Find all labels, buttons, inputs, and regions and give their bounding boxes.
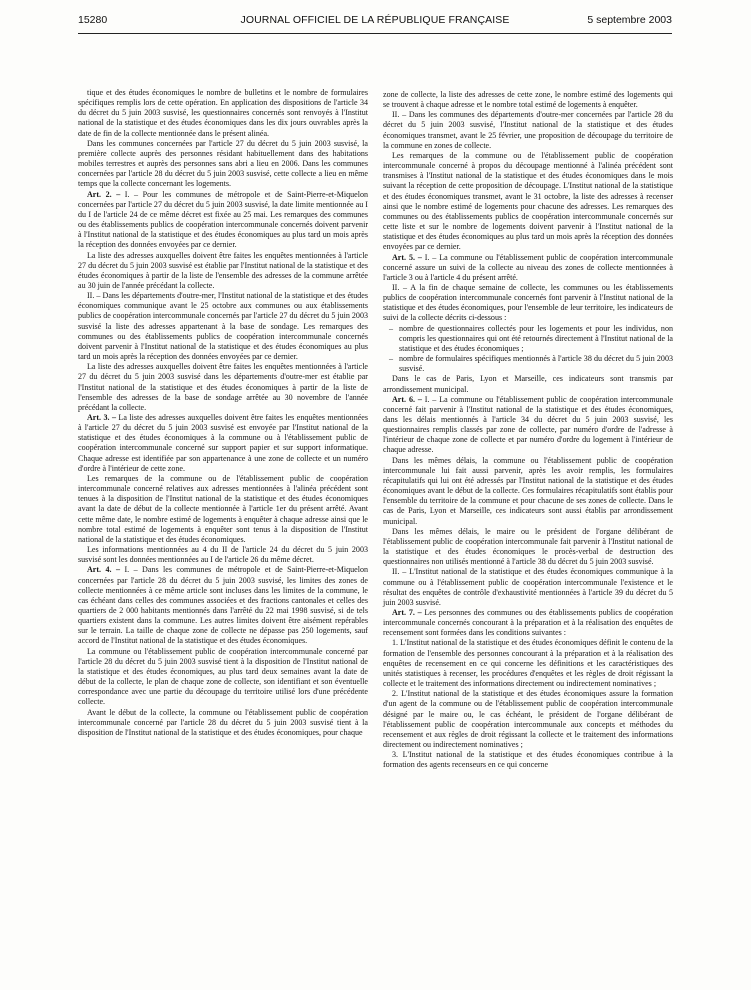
paragraph	[383, 750, 673, 770]
paragraph-text: Avant le début de la collecte, la commune ou l'établissement public de coopération intercommunale concerné par l'article 28 du décret du 5 juin 2003 susvisé tient à la disposition de l'Institut national de la statistique et des études économiques, pour chaque	[78, 707, 368, 737]
article-paragraph	[383, 395, 673, 456]
paragraph	[383, 90, 673, 110]
paragraph-text: La liste des adresses auxquelles doivent être faites les enquêtes mentionnées à l'article 27 du décret du 5 juin 2003 susvisé est envoyée par l'Institut national de la statistique et des études économiques à la commune ou à l'établissement public de coopération intercommunale concerné sur support papier et sur support informatique. Chaque adresse est identifiée par son appartenance à une zone de collecte et un numéro d'ordre à l'intérieur de cette zone.	[78, 413, 368, 473]
paragraph	[383, 151, 673, 253]
paragraph	[383, 456, 673, 527]
right-text-column	[383, 90, 673, 770]
paragraph-text: Les remarques de la commune ou de l'établissement public de coopération intercommunale concerné à propos du découpage mentionné à l'alinéa précédent sont transmises à l'Institut national de la statistique et des études économiques dans le mois suivant la réception de cette proposition de découpage. L'Institut national de la statistique et des études économiques transmet, avant le 31 octobre, la liste des adresses à recenser ainsi que le nombre estimé de logements pour chacune des adresses. Les remarques des communes ou des établissements publics de coopération intercommunale concernés sur cette liste et sur le nombre de logements doivent parvenir à l'Institut national de la statistique et des études économiques au plus tard un mois après la réception des données envoyées par ce dernier.	[383, 150, 673, 252]
paragraph-text: 2. L'Institut national de la statistique et des études économiques assure la formation d'un agent de la commune ou de l'établissement public de coopération intercommunale désigné par le maire ou, le cas échéant, le président de l'organe délibérant de l'établissement public de coopération intercommunale aux concepts et méthodes du recensement et aux règles de droit régissant la collecte et le traitement des informations directement ou indirectement nominatives ;	[383, 689, 673, 749]
paragraph-text: II. – Dans les communes des départements d'outre-mer concernées par l'article 28 du décret du 5 juin 2003 susvisé, l'Institut national de la statistique et des études économiques transmet, avant le 25 février, une proposition de découpage du territoire de la commune en zones de collecte.	[383, 110, 673, 150]
article-paragraph	[78, 565, 368, 646]
publication-date: 5 septembre 2003	[587, 14, 672, 26]
paragraph-text: II. – A la fin de chaque semaine de collecte, les communes ou les établissements publics de coopération intercommunale concernés font parvenir à l'Institut national de la statistique et des études économiques, pour l'ensemble de leur territoire, les indicateurs de suivi de la collecte décrits ci-dessous :	[383, 282, 673, 323]
article-paragraph	[78, 190, 368, 251]
publication-title: JOURNAL OFFICIEL DE LA RÉPUBLIQUE FRANÇAISE	[240, 14, 510, 26]
paragraph	[383, 689, 673, 750]
page-header	[78, 14, 672, 30]
left-text-column	[78, 88, 368, 738]
paragraph-text: Les remarques de la commune ou de l'établissement public de coopération intercommunale concerné relatives aux adresses mentionnées à l'alinéa précédent sont tenues à la disposition de l'Institut national de la statistique et des études économiques avant la date de début de la collecte mentionnée à l'article 1er du présent arrêté. Avant cette même date, le nombre estimé de logements à enquêter à chaque adresse ainsi que le nombre total estimé de logements à enquêter sont tenus à la disposition de l'Institut national de la statistique et des études économiques.	[78, 473, 368, 544]
paragraph-text: I. – Pour les communes de métropole et de Saint-Pierre-et-Miquelon concernées par l'article 27 du décret du 5 juin 2003 susvisé, la date limite mentionnée au I du I de l'article 24 de ce même décret est fixée au 25 mai. Les remarques des communes ou des établissements publics de coopération intercommunale concernés doivent parvenir à l'Institut national de la statistique et des études économiques au plus tard un mois après la réception des données envoyées par ce dernier.	[78, 189, 369, 250]
article-heading: Art. 2. –	[87, 189, 121, 199]
paragraph-text: Dans les mêmes délais, la commune ou l'établissement public de coopération intercommunale lui fait aussi parvenir, après les avoir remplis, les formulaires récapitulatifs qui lui ont été adressés par l'Institut national de la statistique et des études économiques avant le début de la collecte. Ces formulaires récapitulatifs sont établis pour l'ensemble du territoire de la commune et pour chacune de ses zones de collecte. Dans le cas de Paris, Lyon et Marseille, ces indicateurs sont aussi établis par arrondissement municipal.	[383, 455, 673, 526]
paragraph-text: I. – Dans les communes de métropole et de Saint-Pierre-et-Miquelon concernées par l'article 28 du décret du 5 juin 2003 susvisé, les limites des zones de collecte mentionnées à ce même article sont incluses dans les limites de la commune, le cas échéant dans celles des communes associées et des fractions cantonales et celles des quartiers de 2 000 habitants mentionnés dans l'arrêté du 22 mai 1998 susvisé, si de tels quartiers existent dans la commune. Les autres limites doivent être aisément repérables sur le terrain. La taille de chaque zone de collecte ne dépasse pas 250 logements, sauf accord de l'Institut national de la statistique et des études économiques.	[78, 565, 368, 646]
paragraph-text: La liste des adresses auxquelles doivent être faites les enquêtes mentionnées à l'article 27 du décret du 5 juin 2003 susvisé est établie par l'Institut national de la statistique et des études économiques à partir de la liste de l'ensemble des adresses de la commune arrêtée au 30 juin de l'année précédant la collecte.	[78, 250, 368, 290]
paragraph	[78, 647, 368, 708]
list-item: – nombre de questionnaires collectés pour les logements et pour les individus, non compris les questionnaires qui ont été retournés directement à l'Institut national de la statistique et des études économiques ;	[383, 324, 673, 354]
header-rule	[78, 33, 672, 34]
article-heading: Art. 3. –	[87, 413, 116, 422]
paragraph-text: La liste des adresses auxquelles doivent être faites les enquêtes mentionnées à l'article 27 du décret du 5 juin 2003 susvisé dans les départements d'outre-mer est établie par l'Institut national de la statistique et des études économiques à partir de la liste de l'ensemble des adresses de la base de sondage arrêtée au 30 novembre de l'année précédant la collecte.	[78, 362, 368, 412]
paragraph	[383, 110, 673, 151]
bullet-list	[383, 324, 673, 375]
paragraph	[383, 283, 673, 324]
paragraph-text: Dans les mêmes délais, le maire ou le président de l'organe délibérant de l'établissement public de coopération intercommunale fait parvenir à l'Institut national de la statistique et des études économiques le procès-verbal de destruction des questionnaires non utilisés mentionné à l'article 38 du décret du 5 juin 2003 susvisé.	[383, 526, 673, 567]
paragraph-text: La commune ou l'établissement public de coopération intercommunale concerné par l'article 28 du décret du 5 juin 2003 susvisé tient à la disposition de l'Institut national de la statistique et des études économiques, au plus tard deux semaines avant la date de début de la collecte, le plan de chaque zone de collecte, son identifiant et son éventuelle correspondance avec une partie du découpage du territoire utilisé lors d'une précédente collecte.	[78, 646, 368, 707]
paragraph	[78, 291, 368, 362]
paragraph	[383, 527, 673, 568]
paragraph	[383, 374, 673, 394]
article-heading: Art. 7. –	[392, 607, 422, 617]
article-paragraph	[383, 253, 673, 283]
paragraph-text: zone de collecte, la liste des adresses de cette zone, le nombre estimé des logements qui se trouvent à chaque adresse et le nombre total estimé de logements à enquêter.	[383, 90, 673, 110]
paragraph-text: 3. L'Institut national de la statistique et des études économiques contribue à la formation des agents recenseurs en ce qui concerne	[383, 750, 673, 770]
list-item: – nombre de formulaires spécifiques mentionnés à l'article 38 du décret du 5 juin 2003 susvisé.	[383, 354, 673, 374]
paragraph	[383, 638, 673, 689]
paragraph-text: Dans les communes concernées par l'article 27 du décret du 5 juin 2003 susvisé, la première collecte auprès des personnes résidant habituellement dans des habitations mobiles terrestres et auprès des personnes sans abri a lieu en 2006. Dans les communes concernées par l'article 28 du décret du 5 juin 2003 susvisé, cette collecte a lieu en même temps que la collecte concernant les logements.	[78, 138, 368, 189]
paragraph	[78, 362, 368, 413]
paragraph	[383, 567, 673, 608]
article-heading: Art. 4. –	[87, 565, 121, 575]
article-paragraph	[383, 608, 673, 638]
paragraph-text: tique et des études économiques le nombre de bulletins et le nombre de formulaires spécifiques remplis lors de cette opération. En application des dispositions de l'article 34 du décret du 5 juin 2003 susvisé, les questionnaires concernés sont renvoyés à l'Institut national de la statistique et des études économiques dans les dix jours ouvrables après la date de fin de la collecte mentionnée dans le présent alinéa.	[78, 88, 368, 138]
paragraph	[78, 545, 368, 565]
paragraph-text: II. – Dans les départements d'outre-mer, l'Institut national de la statistique et des études économiques communique avant le 25 octobre aux communes ou aux établissements publics de coopération intercommunale concernés par l'article 27 du décret du 5 juin 2003 susvisé la liste des adresses appartenant à la base de sondage. Les remarques des communes ou des établissements publics de coopération intercommunale concernés doivent parvenir à l'Institut national de la statistique et des études économiques au plus tard un mois après la réception des données envoyées par ce dernier.	[78, 291, 368, 362]
paragraph-text: 1. L'Institut national de la statistique et des études économiques définit le contenu de la formation de l'ensemble des personnes concourant à la préparation et à la réalisation des enquêtes de recensement en ce qui concerne les définitions et les caractéristiques des unités statistiques à recenser, les procédures d'enquêtes et les règles de droit régissant la collecte et le traitement des informations directement ou indirectement nominatives ;	[383, 638, 673, 689]
page-number: 15280	[78, 14, 108, 26]
paragraph	[78, 88, 368, 139]
article-heading: Art. 6. –	[392, 394, 422, 404]
paragraph	[78, 708, 368, 738]
paragraph-text: Les informations mentionnées au 4 du II de l'article 24 du décret du 5 juin 2003 susvisé sont les données mentionnées au I de l'article 26 du même décret.	[78, 545, 368, 565]
paragraph	[78, 474, 368, 545]
paragraph-text: Les personnes des communes ou des établissements publics de coopération intercommunale concernés concourant à la préparation et à la réalisation des enquêtes de recensement sont formées dans les conditions suivantes :	[383, 607, 673, 638]
paragraph	[78, 139, 368, 190]
article-heading: Art. 5. –	[392, 252, 422, 262]
paragraph	[78, 251, 368, 292]
article-paragraph	[78, 413, 368, 474]
paragraph-text: Dans le cas de Paris, Lyon et Marseille, ces indicateurs sont transmis par arrondissement municipal.	[383, 374, 673, 394]
paragraph-text: I. – La commune ou l'établissement public de coopération intercommunale concerné assure un suivi de la collecte au niveau des zones de collecte mentionnées à l'article 3 ou à l'article 4 du présent arrêté.	[383, 252, 674, 282]
paragraph-text: I. – La commune ou l'établissement public de coopération intercommunale concerné fait parvenir à l'Institut national de la statistique et des études économiques, dans les délais mentionnés à l'article 34 du décret du 5 juin 2003 susvisé, les questionnaires remplis classés par zone de collecte, par numéro d'ordre de l'adresse à l'intérieur de chaque zone de collecte et par numéro d'ordre du logement à l'intérieur de chaque adresse.	[383, 394, 674, 455]
paragraph-text: II. – L'Institut national de la statistique et des études économiques communique à la commune ou à l'établissement public de coopération intercommunale l'existence et le résultat des enquêtes de contrôle d'exhaustivité mentionnées à l'article 39 du décret du 5 juin 2003 susvisé.	[383, 567, 673, 607]
